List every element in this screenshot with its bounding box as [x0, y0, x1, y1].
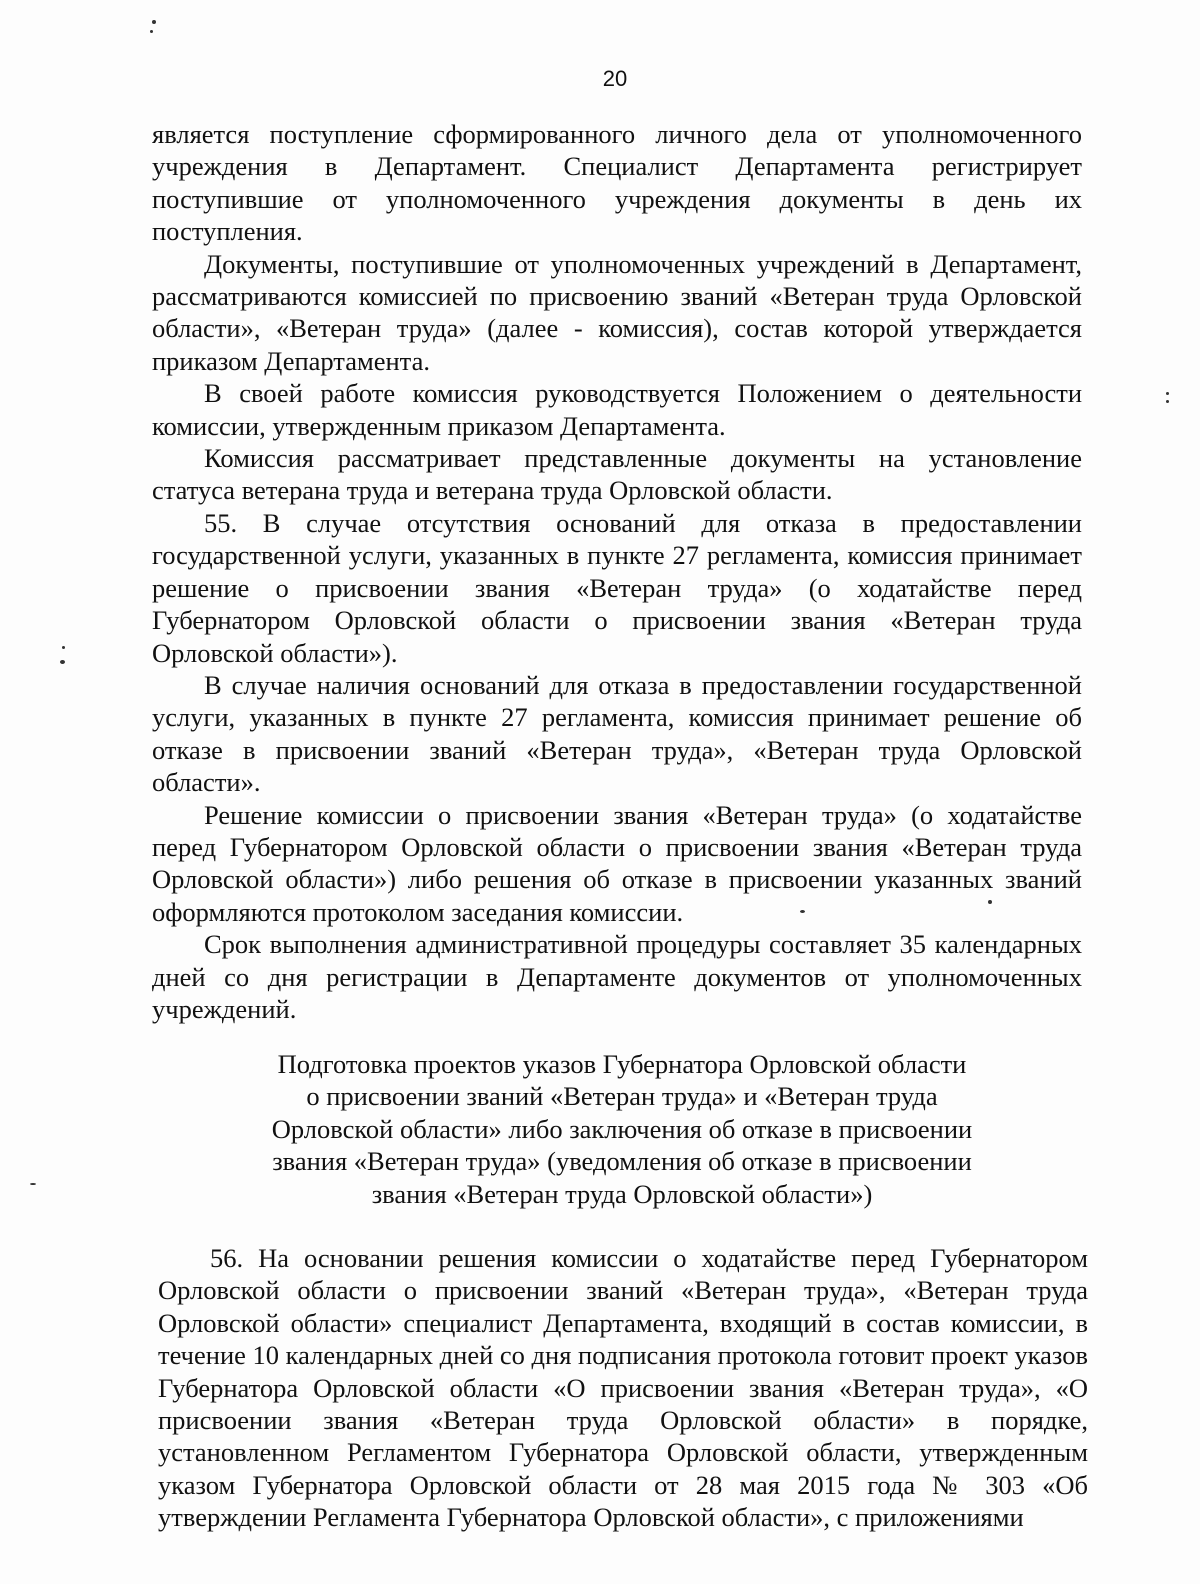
section-heading-line: звания «Ветеран труда Орловской области») — [371, 1178, 873, 1209]
paragraph-documents-review: Документы, поступившие от уполномоченных учреждений в Департамент, рассматриваются комиссией по присвоению званий «Ветеран труда Орловской области», «Ветеран труда» (далее - комиссия), состав которой утверждается приказом Департамента. — [152, 248, 1082, 376]
body-text-top — [152, 118, 1082, 1025]
scan-speck — [152, 20, 156, 24]
section-heading — [152, 1048, 1092, 1210]
paragraph-refusal-case: В случае наличия оснований для отказа в предоставлении государственной услуги, указанных в пункте 27 регламента, комиссия принимает решение об отказе в присвоении званий «Ветеран труда», «Ветеран труда Орловской области». — [152, 669, 1082, 798]
scan-speck — [62, 646, 65, 649]
page-number: 20 — [602, 66, 628, 91]
section-heading-line: Подготовка проектов указов Губернатора Орловской области — [277, 1049, 967, 1079]
scan-speck — [60, 660, 65, 664]
paragraph-commission-regulation: В своей работе комиссия руководствуется Положением о деятельности комиссии, утвержденным приказом Департамента. — [152, 378, 1082, 441]
scan-speck — [800, 910, 805, 913]
section-heading-line: звания «Ветеран труда» (уведомления об отказе в присвоении — [272, 1146, 972, 1177]
scan-speck — [150, 30, 153, 33]
body-text-bottom — [158, 1242, 1088, 1534]
paragraph-55: 55. В случае отсутствия оснований для отказа в предоставлении государственной услуги, указанных в пункте 27 регламента, комиссия принимает решение о присвоении звания «Ветеран труда» (о ходатайстве перед Губернатором Орловской области о присвоении звания «Ветеран труда Орловской области»). — [152, 507, 1082, 668]
paragraph-56: 56. На основании решения комиссии о ходатайстве перед Губернатором Орловской области о присвоении званий «Ветеран труда», «Ветеран труда Орловской области» специалист Департамента, входящий в состав комиссии, в течение 10 календарных дней со дня подписания протокола готовит проект указов Губернатора Орловской области «О присвоении звания «Ветеран труда», «О присвоении звания «Ветеран труда Орловской области» в порядке, установленном Регламентом Губернатора Орловской области, утвержденным указом Губернатора Орловской области от 28 мая 2015 года № 303 «Об утверждении Регламента Губернатора Орловской области», с приложениями — [158, 1243, 1088, 1533]
scan-speck — [1166, 400, 1169, 403]
paragraph-procedure-term: Срок выполнения административной процедуры составляет 35 календарных дней со дня регистрации в Департаменте документов от уполномоченных учреждений. — [152, 929, 1082, 1024]
scan-speck — [988, 900, 992, 904]
section-heading-line: Орловской области» либо заключения об отказе в присвоении — [271, 1113, 973, 1144]
scan-speck — [30, 1183, 36, 1185]
paragraph-continuation: является поступление сформированного личного дела от уполномоченного учреждения в Департамент. Специалист Департамента регистрирует поступившие от уполномоченного учреждения документы в день их поступления. — [152, 119, 1082, 247]
paragraph-commission-status: Комиссия рассматривает представленные документы на установление статуса ветерана труда и ветерана труда Орловской области. — [152, 443, 1082, 506]
paragraph-decision-protocol: Решение комиссии о присвоении звания «Ветеран труда» (о ходатайстве перед Губернатором Орловской области о присвоении звания «Ветеран труда Орловской области») либо решения об отказе в присвоении указанных званий оформляются протоколом заседания комиссии. — [152, 799, 1082, 927]
section-heading-line: о присвоении званий «Ветеран труда» и «Ветеран труда — [306, 1081, 938, 1112]
scan-speck — [1166, 392, 1169, 395]
